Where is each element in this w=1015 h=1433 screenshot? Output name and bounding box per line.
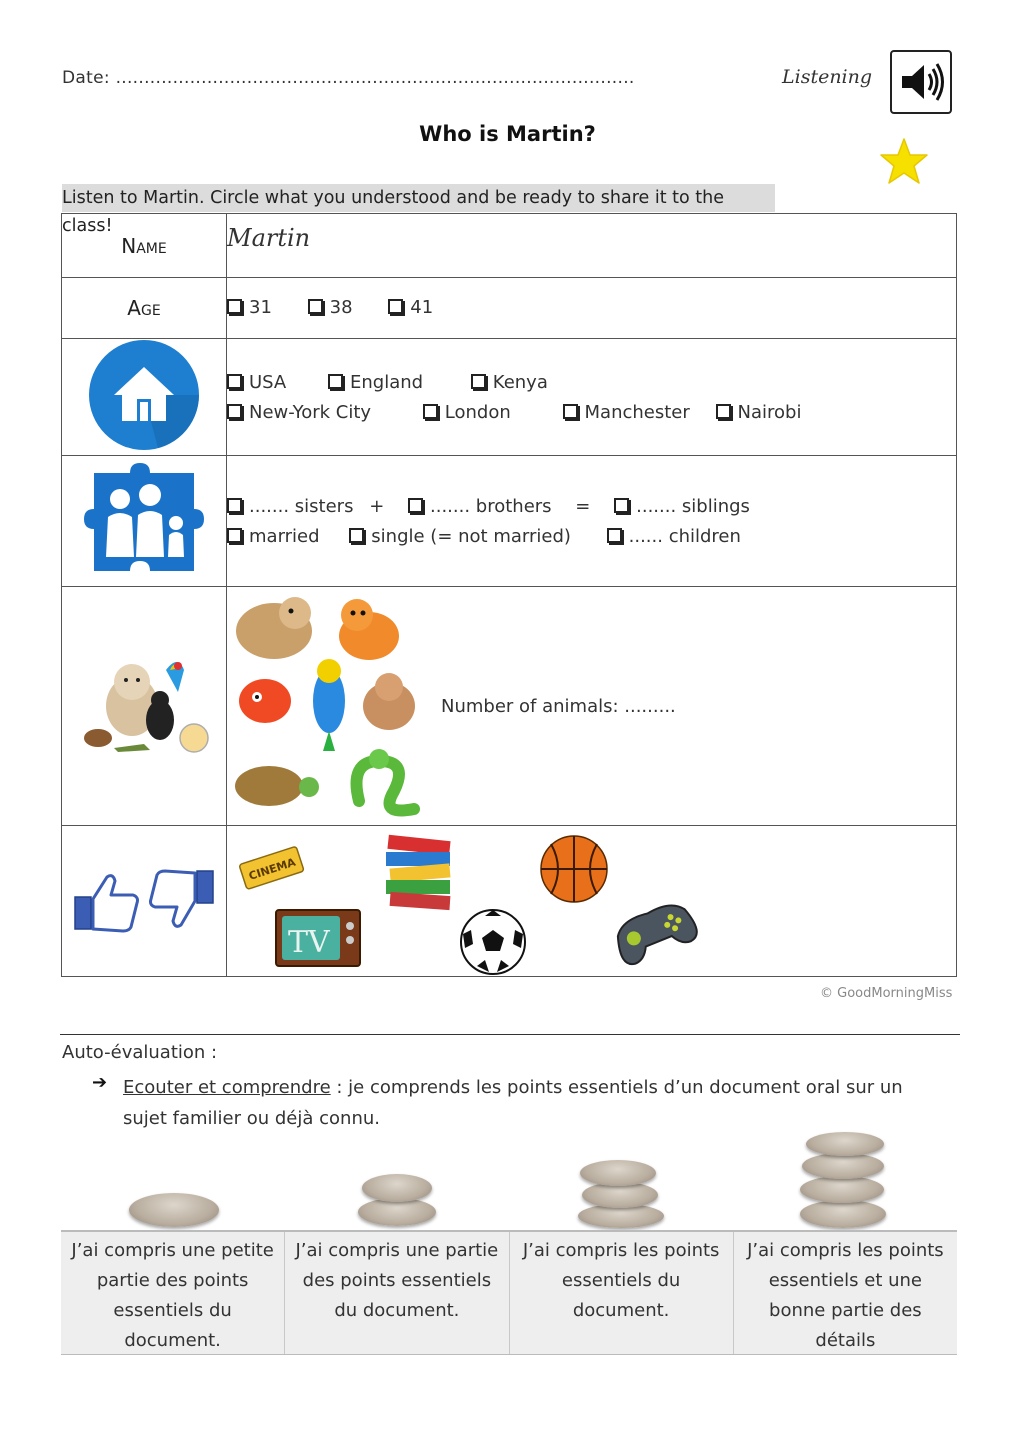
married-option[interactable]: married: [227, 522, 320, 552]
age-option[interactable]: 38: [308, 293, 353, 323]
star-icon: [878, 136, 930, 192]
row-family: [62, 456, 957, 587]
instruction-text: Listen to Martin. Circle what you understood and be ready to share it to the class!: [62, 188, 724, 236]
info-table: [61, 213, 957, 977]
divider: [60, 1034, 960, 1035]
level-2[interactable]: J’ai compris une partie des points essentiels du document.: [285, 1232, 509, 1354]
skill-link: Ecouter et comprendre: [123, 1077, 331, 1098]
name-value: Martin: [227, 224, 311, 252]
cinema-text: CINEMA: [247, 855, 298, 883]
books-icon: [382, 832, 462, 914]
city-option[interactable]: Manchester: [563, 398, 690, 428]
animals-count-label: Number of animals: .........: [441, 695, 676, 717]
row-home: [62, 339, 957, 456]
cinema-tickets-icon: [239, 844, 311, 900]
self-eval-title: Auto-évaluation :: [62, 1042, 218, 1063]
children-option[interactable]: ...... children: [607, 522, 741, 552]
age-option[interactable]: 31: [227, 293, 272, 323]
page-title: Who is Martin?: [419, 122, 596, 146]
row-pets: [62, 587, 957, 826]
listening-label: Listening: [782, 66, 873, 88]
row-age: [62, 278, 957, 339]
gamepad-icon: [609, 894, 701, 970]
equals-sign: =: [575, 496, 591, 517]
city-option[interactable]: New-York City: [227, 398, 371, 428]
age-option[interactable]: 41: [388, 293, 433, 323]
house-icon: [88, 339, 200, 451]
thumbs-up-icon: [73, 869, 141, 933]
city-option[interactable]: London: [423, 398, 511, 428]
pets-icon: [74, 634, 214, 774]
name-label: Name: [121, 233, 167, 258]
age-label: Age: [127, 296, 161, 320]
speaker-icon[interactable]: [890, 50, 952, 114]
row-name: [62, 214, 957, 278]
country-option[interactable]: Kenya: [471, 368, 548, 398]
tv-text: TV: [288, 925, 330, 960]
single-option[interactable]: single (= not married): [349, 522, 571, 552]
country-option[interactable]: USA: [227, 368, 286, 398]
level-1[interactable]: J’ai compris une petite partie des points essentiels du document.: [61, 1232, 285, 1354]
sisters-option[interactable]: ....... sisters: [227, 492, 353, 522]
instruction-banner: [62, 184, 775, 236]
level-4[interactable]: J’ai compris les points essentiels et une bonne partie des détails: [734, 1232, 957, 1354]
tv-icon: [274, 908, 362, 970]
city-option[interactable]: Nairobi: [716, 398, 802, 428]
plus-sign: +: [369, 496, 385, 517]
row-likes: [62, 826, 957, 977]
self-eval-criterion: [123, 1072, 943, 1134]
copyright-text: © GoodMorningMiss: [820, 986, 953, 1001]
family-puzzle-icon: [80, 459, 208, 579]
brothers-option[interactable]: ....... brothers: [408, 492, 552, 522]
country-option[interactable]: England: [328, 368, 423, 398]
thumbs-down-icon: [147, 869, 215, 933]
arrow-right-icon: ➔: [92, 1072, 108, 1093]
self-eval-levels: [61, 1230, 957, 1355]
level-3[interactable]: J’ai compris les points essentiels du document.: [510, 1232, 734, 1354]
football-icon: [459, 908, 527, 976]
siblings-option[interactable]: ....... siblings: [614, 492, 750, 522]
animals-collage-icon: [229, 591, 429, 821]
basketball-icon: [539, 834, 609, 904]
date-field: Date: ...........................................................................................: [62, 68, 635, 88]
skill-text: : je comprends les points essentiels d’un document oral sur un sujet familier ou déjà connu.: [123, 1077, 903, 1129]
